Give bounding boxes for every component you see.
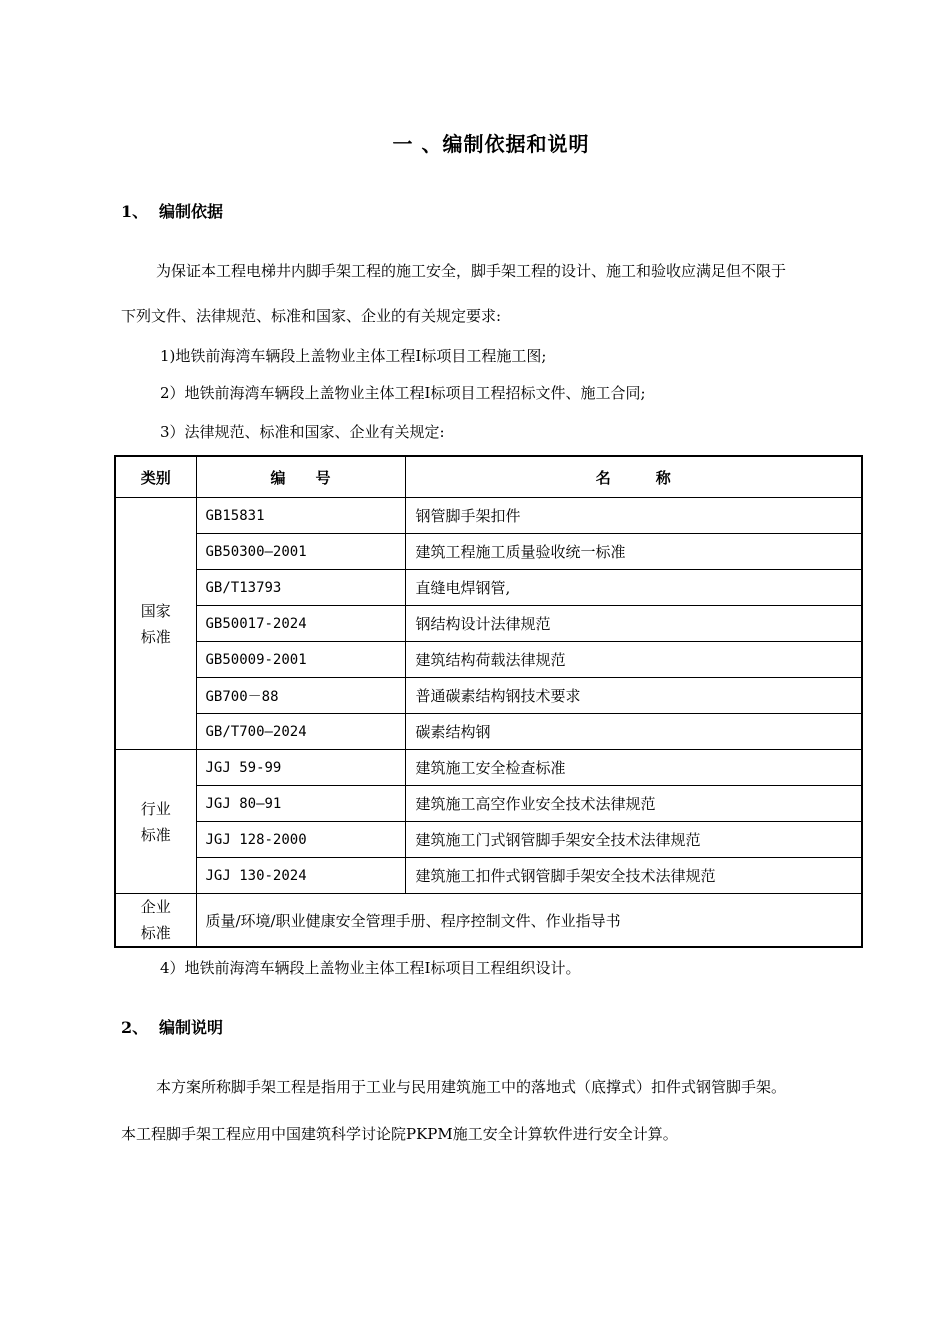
standard-name: 建筑施工高空作业安全技术法律规范 [405,786,862,822]
section1-intro-line2: 下列文件、法律规范、标准和国家、企业的有关规定要求: [121,307,502,325]
table-row [115,750,862,786]
section1-heading-text: 编制依据 [159,202,224,221]
standard-code: GB50300—2001 [196,534,405,570]
table-row [115,498,862,534]
section2-heading-text: 编制说明 [159,1018,224,1037]
category-enterprise [115,894,196,948]
header-category: 类别 [115,456,196,498]
category-industry [115,750,196,894]
table-row [115,606,862,642]
standard-name: 钢管脚手架扣件 [405,498,862,534]
category-industry-line2: 标准 [140,825,171,844]
section2-line1: 本方案所称脚手架工程是指用于工业与民用建筑施工中的落地式（底撑式）扣件式钢管脚手架。 [156,1078,787,1096]
table-row [115,642,862,678]
standard-code: JGJ 59-99 [196,750,405,786]
category-industry-line1: 行业 [140,799,171,818]
enterprise-standard-content: 质量/环境/职业健康安全管理手册、程序控制文件、作业指导书 [196,894,862,948]
standard-name: 建筑施工安全检查标准 [405,750,862,786]
standard-code: GB50009-2001 [196,642,405,678]
standard-name: 建筑施工门式钢管脚手架安全技术法律规范 [405,822,862,858]
category-national-line1: 国家 [140,601,171,620]
category-national-line2: 标准 [140,627,171,646]
standard-code: GB700－88 [196,678,405,714]
standard-name: 建筑工程施工质量验收统一标准 [405,534,862,570]
table-row [115,822,862,858]
category-enterprise-line2: 标准 [140,924,171,942]
section2-line2: 本工程脚手架工程应用中国建筑科学讨论院PKPM施工安全计算软件进行安全计算。 [121,1125,678,1143]
standards-table [114,455,863,948]
standard-name: 普通碳素结构钢技术要求 [405,678,862,714]
header-code: 编 号 [196,456,405,498]
standard-name: 碳素结构钢 [405,714,862,750]
table-row [115,534,862,570]
standard-name: 建筑施工扣件式钢管脚手架安全技术法律规范 [405,858,862,894]
section2-number: 2、 [121,1018,149,1037]
standard-code: JGJ 128-2000 [196,822,405,858]
section1-heading [121,199,223,222]
section1-number: 1、 [121,202,149,221]
table-row [115,858,862,894]
table-row [115,570,862,606]
standard-code: GB/T13793 [196,570,405,606]
standard-code: JGJ 80—91 [196,786,405,822]
section1-intro-line1: 为保证本工程电梯井内脚手架工程的施工安全，脚手架工程的设计、施工和验收应满足但不限于 [156,262,787,280]
reference-item-2: 2）地铁前海湾车辆段上盖物业主体工程Ⅰ标项目工程招标文件、施工合同; [160,384,646,402]
document-title: 一 、编制依据和说明 [392,132,590,156]
table-row [115,894,862,948]
category-enterprise-line1: 企业 [140,898,171,916]
standard-name: 钢结构设计法律规范 [405,606,862,642]
standard-code: GB/T700—2024 [196,714,405,750]
standard-code: JGJ 130-2024 [196,858,405,894]
reference-item-1: 1)地铁前海湾车辆段上盖物业主体工程Ⅰ标项目工程施工图; [160,347,547,365]
standard-name: 直缝电焊钢管, [405,570,862,606]
table-header-row [115,456,862,498]
standard-code: GB15831 [196,498,405,534]
table-row [115,714,862,750]
category-national [115,498,196,750]
table-row [115,786,862,822]
standard-name: 建筑结构荷载法律规范 [405,642,862,678]
reference-item-4: 4）地铁前海湾车辆段上盖物业主体工程Ⅰ标项目工程组织设计。 [160,959,581,977]
standard-code: GB50017-2024 [196,606,405,642]
header-name: 名 称 [405,456,862,498]
section2-heading [121,1015,223,1038]
reference-item-3: 3）法律规范、标准和国家、企业有关规定: [160,423,445,441]
table-row [115,678,862,714]
